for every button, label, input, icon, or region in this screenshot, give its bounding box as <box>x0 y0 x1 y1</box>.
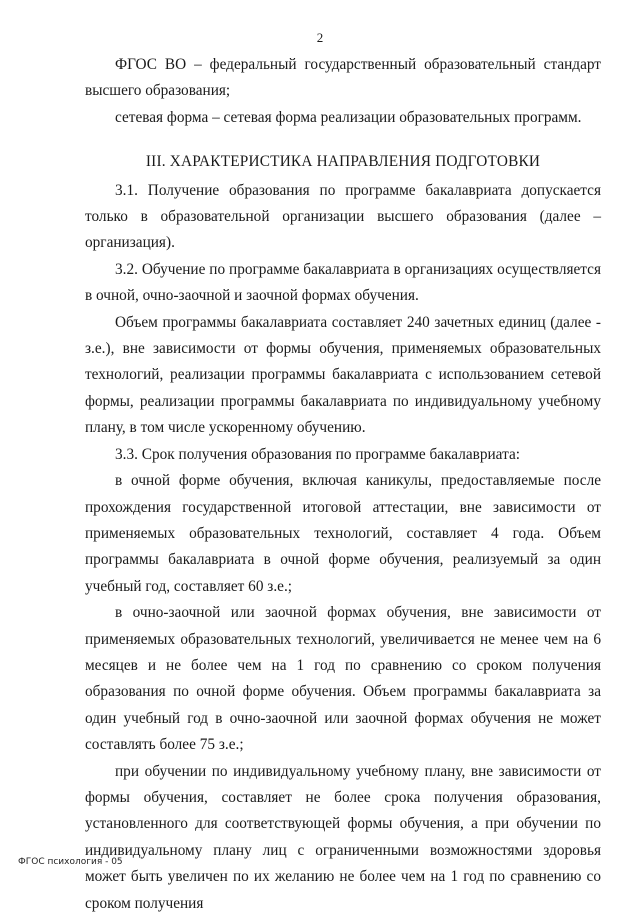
paragraph-volume: Объем программы бакалавриата составляет 240 зачетных единиц (далее - з.е.), вне зависимости от формы обучения, применяемых образовательных технологий, реализации программы бакалавриата с использованием сетевой формы, реализации программы бакалавриата по индивидуальному учебному плану, в том числе ускоренному обучению. <box>85 313 601 437</box>
paragraph-part-time: в очно-заочной или заочной формах обучения, вне зависимости от применяемых образовательных технологий, увеличивается не менее чем на 6 месяцев и не более чем на 1 год по сравнению со сроком получения образования по очной форме обучения. Объем программы бакалавриата за один учебный год в очно-заочной или заочной формах обучения не может составлять более 75 з.е.; <box>85 604 601 754</box>
definition-network-form: сетевая форма – сетевая форма реализации образовательных программ. <box>115 108 582 126</box>
paragraph-individual-plan: при обучении по индивидуальному учебному плану, вне зависимости от формы обучения, составляет не более срока получения образования, установленного для соответствующей формы обучения, а при обучении по индивидуальному плану лиц с ограниченными возможностями здоровья может быть увеличен по их желанию не более чем на 1 год по сравнению со сроком получения <box>85 762 601 912</box>
paragraph-3-3: 3.3. Срок получения образования по программе бакалавриата: <box>115 445 520 463</box>
page-number: 2 <box>316 30 324 45</box>
page-content <box>85 52 601 917</box>
paragraph-3-2: 3.2. Обучение по программе бакалавриата в организациях осуществляется в очной, очно-заочной и заочной формах обучения. <box>85 260 601 305</box>
definition-fgos: ФГОС ВО – федеральный государственный образовательный стандарт высшего образования; <box>85 56 601 100</box>
paragraph-full-time: в очной форме обучения, включая каникулы, предоставляемые после прохождения государственной итоговой аттестации, вне зависимости от применяемых образовательных технологий, составляет 4 года. Объем программы бакалавриата в очной форме обучения, реализуемый за один учебный год, составляет 60 з.е.; <box>85 472 601 595</box>
paragraph-3-1: 3.1. Получение образования по программе бакалавриата допускается только в образовательной организации высшего образования (далее – организация). <box>85 181 601 252</box>
section-heading: III. ХАРАКТЕРИСТИКА НАПРАВЛЕНИЯ ПОДГОТОВКИ <box>145 153 541 171</box>
page-footer: ФГОС психология - 05 <box>18 857 123 867</box>
